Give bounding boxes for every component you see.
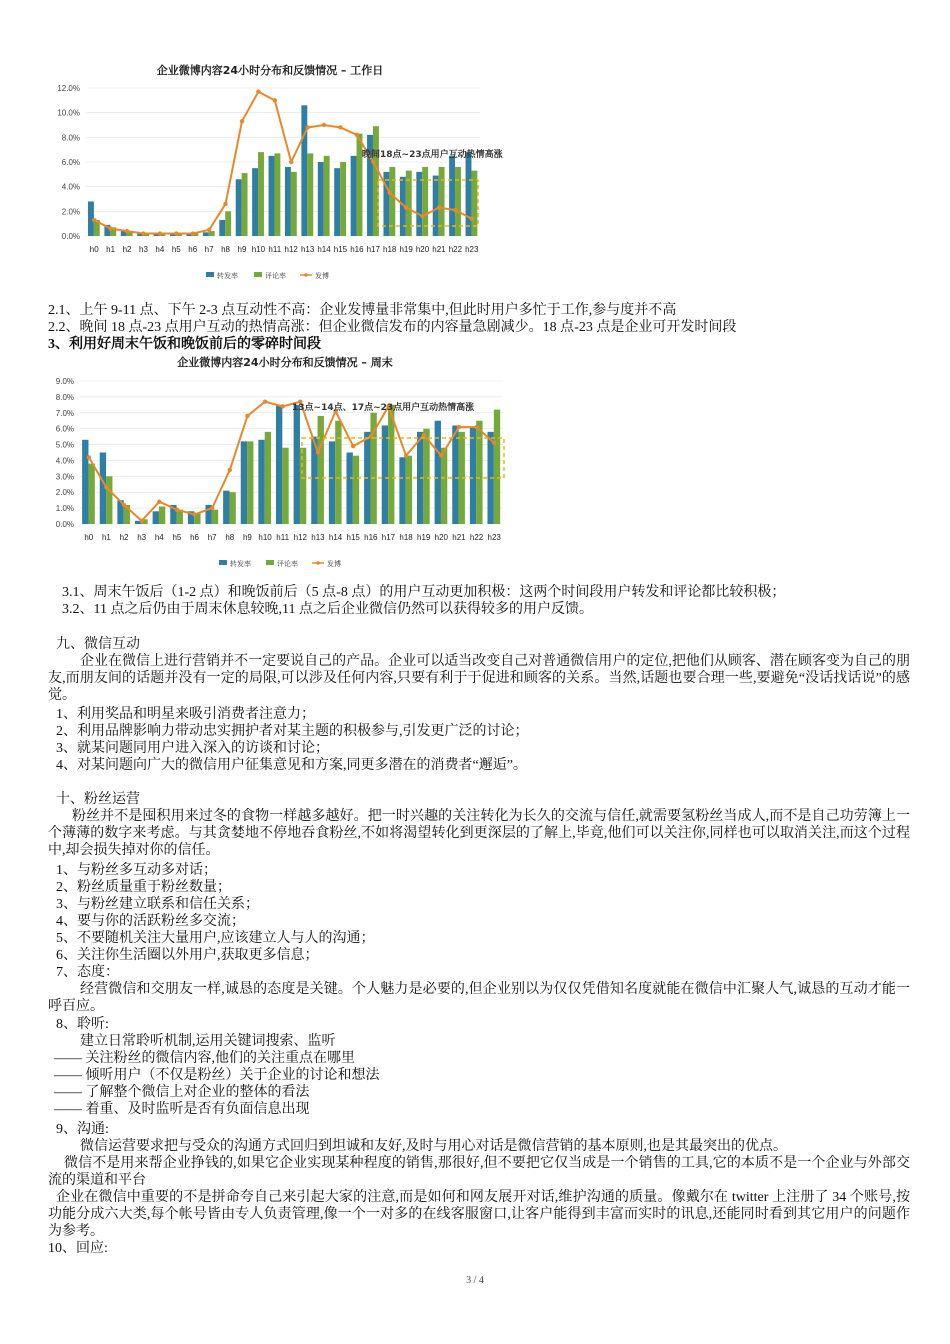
line-point <box>404 453 408 457</box>
x-tick-label: h7 <box>207 533 217 542</box>
legend-label: 发博 <box>315 272 329 280</box>
y-tick-label: 2.0% <box>61 207 80 217</box>
line-point <box>104 485 108 489</box>
x-tick-label: h5 <box>171 245 181 254</box>
x-tick-label: h13 <box>300 245 315 254</box>
bar-评论率 <box>229 492 235 524</box>
x-tick-label: h1 <box>101 533 111 542</box>
bar-评论率 <box>441 448 447 524</box>
line-point <box>474 425 478 429</box>
x-tick-label: h22 <box>469 533 484 542</box>
chart-annotation: 晚间18点~23点用户互动热情高涨 <box>362 150 503 160</box>
line-point <box>439 453 443 457</box>
bar-转发率 <box>346 453 352 525</box>
bar-评论率 <box>423 429 429 524</box>
paragraph-communicate: 微信运营要求把与受众的沟通方式回归到坦诚和友好,及时与用心对话是微信营销的基本原则,也是其最突出的优点。 <box>80 1139 787 1154</box>
bar-转发率 <box>382 425 388 524</box>
y-tick-label: 10.0% <box>57 108 80 118</box>
bar-评论率 <box>106 476 112 524</box>
bar-评论率 <box>318 416 324 524</box>
bar-评论率 <box>282 448 288 524</box>
x-tick-label: h16 <box>350 245 364 254</box>
x-tick-label: h2 <box>122 245 132 254</box>
x-tick-label: h2 <box>119 533 129 542</box>
x-tick-label: h18 <box>399 533 413 542</box>
y-tick-label: 0.0% <box>61 232 80 241</box>
x-tick-label: h18 <box>383 245 397 254</box>
x-tick-label: h1 <box>106 245 116 254</box>
line-point <box>421 433 425 437</box>
dash-item: —— 关注粉丝的微信内容,他们的关注重点在哪里 <box>54 1051 355 1066</box>
text-3-1: 3.1、周末午饭后（1-2 点）和晚饭前后（5 点-8 点）的用户互动更加积极：这两个时间段用户转发和评论都比较积极； <box>62 585 786 600</box>
x-tick-label: h20 <box>415 245 430 254</box>
x-tick-label: h6 <box>190 533 200 542</box>
list-item: 3、与粉丝建立联系和信任关系； <box>56 897 259 912</box>
bar-转发率 <box>153 511 159 524</box>
legend-label: 发博 <box>327 560 341 568</box>
legend-swatch <box>219 560 227 565</box>
x-tick-label: h23 <box>487 533 501 542</box>
line-point <box>210 506 214 510</box>
line-point <box>245 414 249 418</box>
line-point <box>263 399 267 403</box>
bar-评论率 <box>300 448 306 524</box>
chart-title: 企业微博内容24小时分布和反馈情况 – 周末 <box>177 356 393 369</box>
bar-转发率 <box>399 457 405 524</box>
list-item: 4、要与你的活跃粉丝多交流； <box>56 914 245 929</box>
bar-转发率 <box>329 441 335 524</box>
x-tick-label: h7 <box>204 245 214 254</box>
x-tick-label: h5 <box>172 533 182 542</box>
x-tick-label: h12 <box>293 533 307 542</box>
bar-评论率 <box>353 456 359 524</box>
y-tick-label: 3.0% <box>55 472 74 482</box>
y-tick-label: 0.0% <box>55 520 74 529</box>
list-item: 4、对某问题向广大的微信用户征集意见和方案,同更多潜在的消费者“邂逅”。 <box>56 758 527 773</box>
x-tick-label: h17 <box>381 533 396 542</box>
line-point <box>139 519 143 523</box>
paragraph-communicate-3: 企业在微信中重要的不是拼命夸自己来引起大家的注意,而是如何和网友展开对话,维护沟通的质量。像戴尔在 twitter 上注册了 34 个账号,按功能分成六大类,每个帐号皆由专人负责管理,像一个一对多的在线客服窗口,让客户能得到丰富而实时的讯息,还能同时看到其它用户的问题作为参考。 <box>48 1190 910 1239</box>
text-2-1: 2.1、上午 9-11 点、下午 2-3 点互动性不高：企业发博量非常集中,但此时用户多忙于工作,参与度并不高 <box>48 303 677 318</box>
list-item: 6、关注你生活圈以外用户,获取更多信息； <box>56 948 319 963</box>
bar-评论率 <box>159 507 165 524</box>
paragraph-attitude: 经营微信和交朋友一样,诚恳的态度是关键。个人魅力是必要的,但企业别以为仅仅凭借知名度就能在微信中汇聚人气,诚恳的互动才能一呼百应。 <box>48 982 910 1014</box>
line-point <box>157 500 161 504</box>
dash-item: —— 了解整个微信上对企业的整体的看法 <box>54 1085 310 1100</box>
x-tick-label: h10 <box>251 245 266 254</box>
x-tick-label: h14 <box>328 533 343 542</box>
y-tick-label: 12.0% <box>57 84 80 93</box>
x-tick-label: h15 <box>333 245 348 254</box>
x-tick-label: h17 <box>366 245 380 254</box>
line-point <box>192 512 196 516</box>
list-item: 5、不要随机关注大量用户,应该建立人与人的沟通； <box>56 931 375 946</box>
x-tick-label: h16 <box>364 533 378 542</box>
bar-评论率 <box>212 510 218 524</box>
line-point <box>351 444 355 448</box>
x-tick-label: h3 <box>139 245 148 254</box>
list-item: 7、态度： <box>56 965 119 980</box>
bar-转发率 <box>258 440 264 524</box>
x-tick-label: h21 <box>432 245 446 254</box>
x-tick-label: h8 <box>225 533 235 542</box>
bar-转发率 <box>435 421 441 524</box>
line-point <box>175 508 179 512</box>
bar-转发率 <box>223 491 229 524</box>
list-item: 1、与粉丝多互动多对话； <box>56 863 217 878</box>
y-tick-label: 4.0% <box>61 182 80 192</box>
line-point <box>457 425 461 429</box>
text-3-2: 3.2、11 点之后仍由于周末休息较晚,11 点之后企业微信仍然可以获得较多的用户反馈。 <box>62 602 593 617</box>
dash-item: —— 倾听用户（不仅是粉丝）关于企业的讨论和想法 <box>54 1068 380 1083</box>
bar-转发率 <box>276 405 282 524</box>
x-tick-label: h19 <box>399 245 413 254</box>
line-point <box>228 468 232 472</box>
line-point <box>316 450 320 454</box>
page-number: 3 / 4 <box>466 1275 484 1286</box>
bar-转发率 <box>241 441 247 524</box>
x-tick-label: h12 <box>284 245 298 254</box>
heading-3: 3、利用好周末午饭和晚饭前后的零碎时间段 <box>48 337 321 352</box>
line-series <box>89 402 494 521</box>
list-item: 1、利用奖品和明星来吸引消费者注意力； <box>56 707 315 722</box>
bar-评论率 <box>476 421 482 524</box>
paragraph-communicate-2: 微信不是用来帮企业挣钱的,如果它企业实现某种程度的销售,那很好,但不要把它仅当成是一个销售的工具,它的本质不是一个企业与外部交流的渠道和平台 <box>48 1156 910 1188</box>
bar-评论率 <box>88 464 94 524</box>
chart-annotation: 13点~14点、17点~23点用户互动热情高涨 <box>292 403 475 413</box>
x-tick-label: h9 <box>237 245 247 254</box>
x-tick-label: h4 <box>155 245 165 254</box>
legend-label: 评论率 <box>265 272 286 280</box>
y-tick-label: 8.0% <box>55 392 74 402</box>
line-point <box>122 503 126 507</box>
x-tick-label: h20 <box>434 533 448 542</box>
x-tick-label: h4 <box>154 533 164 542</box>
y-tick-label: 5.0% <box>55 440 74 450</box>
x-tick-label: h6 <box>188 245 198 254</box>
y-tick-label: 6.0% <box>55 424 74 434</box>
x-tick-label: h19 <box>417 533 431 542</box>
x-tick-label: h22 <box>448 245 463 254</box>
text-2-2: 2.2、晚间 18 点-23 点用户互动的热情高涨：但企业微信发布的内容量急剧减少。18 点-23 点是企业可开发时间段 <box>48 320 737 335</box>
y-tick-label: 9.0% <box>55 377 74 386</box>
x-tick-label: h3 <box>137 533 147 542</box>
bar-转发率 <box>82 440 88 524</box>
paragraph-9: 企业在微信上进行营销并不一定要说自己的产品。企业可以适当改变自己对普通微信用户的定位,把他们从顾客、潜在顾客变为自己的朋友,而朋友间的话题并没有一定的局限,可以涉及任何内容,只要有利于于促进和顾客的关系。当然,话题也要合理一些,要避免“没话找话说”的感觉。 <box>48 654 910 703</box>
x-tick-label: h11 <box>268 245 282 254</box>
y-tick-label: 2.0% <box>55 488 74 498</box>
bar-评论率 <box>494 410 500 524</box>
x-tick-label: h21 <box>452 533 466 542</box>
x-tick-label: h9 <box>242 533 252 542</box>
bar-转发率 <box>452 425 458 524</box>
y-tick-label: 6.0% <box>61 158 80 167</box>
x-tick-label: h0 <box>84 533 94 542</box>
bar-评论率 <box>406 456 412 524</box>
bar-转发率 <box>470 427 476 524</box>
paragraph-10: 粉丝并不是囤积用来过冬的食物一样越多越好。把一时兴趣的关注转化为长久的交流与信任,就需要氢粉丝当成人,而不是自己功劳簿上一个薄薄的数字来考虑。与其贪婪地不停地吞食粉丝,不如将渴望转化到更深层的了解上,毕竟,他们可以关注你,同样也可以取消关注,而这个过程中,却会损失掉对你的信任。 <box>48 809 910 858</box>
x-tick-label: h23 <box>465 245 479 254</box>
legend-label: 评论率 <box>277 560 298 568</box>
heading-10: 十、粉丝运营 <box>56 792 140 807</box>
y-tick-label: 7.0% <box>55 408 74 418</box>
paragraph-listen: 建立日常聆听机制,运用关键词搜索、监听 <box>80 1034 336 1049</box>
dash-item: —— 着重、及时监听是否有负面信息出现 <box>54 1102 310 1117</box>
bar-评论率 <box>265 432 271 524</box>
chart-weekend <box>0 0 950 580</box>
heading-9: 九、微信互动 <box>56 637 140 652</box>
x-tick-label: h11 <box>276 533 290 542</box>
legend-swatch <box>266 560 274 565</box>
list-item: 8、聆听: <box>56 1017 109 1032</box>
y-tick-label: 4.0% <box>55 456 74 466</box>
list-item: 2、粉丝质量重于粉丝数量； <box>56 880 231 895</box>
legend-label: 转发率 <box>217 272 238 280</box>
legend-label: 转发率 <box>230 560 251 568</box>
bar-评论率 <box>335 421 341 524</box>
bar-转发率 <box>294 405 300 524</box>
x-tick-label: h0 <box>89 245 99 254</box>
y-tick-label: 8.0% <box>61 133 80 143</box>
list-item: 3、就某问题同用户进入深入的访谈和讨论； <box>56 741 329 756</box>
x-tick-label: h14 <box>317 245 331 254</box>
chart-title: 企业微博内容24小时分布和反馈情况 – 工作日 <box>156 64 384 77</box>
x-tick-label: h10 <box>258 533 272 542</box>
bar-评论率 <box>247 441 253 524</box>
list-item: 2、利用品牌影响力带动忠实拥护者对某主题的积极参与,引发更广泛的讨论； <box>56 724 529 739</box>
list-item: 9、沟通: <box>56 1122 109 1137</box>
list-item: 10、回应: <box>48 1241 108 1256</box>
line-point <box>280 404 284 408</box>
y-tick-label: 1.0% <box>55 504 74 514</box>
legend <box>219 559 341 568</box>
x-tick-label: h15 <box>346 533 360 542</box>
x-tick-label: h8 <box>221 245 230 254</box>
x-tick-label: h13 <box>311 533 325 542</box>
line-point <box>492 441 496 445</box>
line-point <box>87 455 91 459</box>
